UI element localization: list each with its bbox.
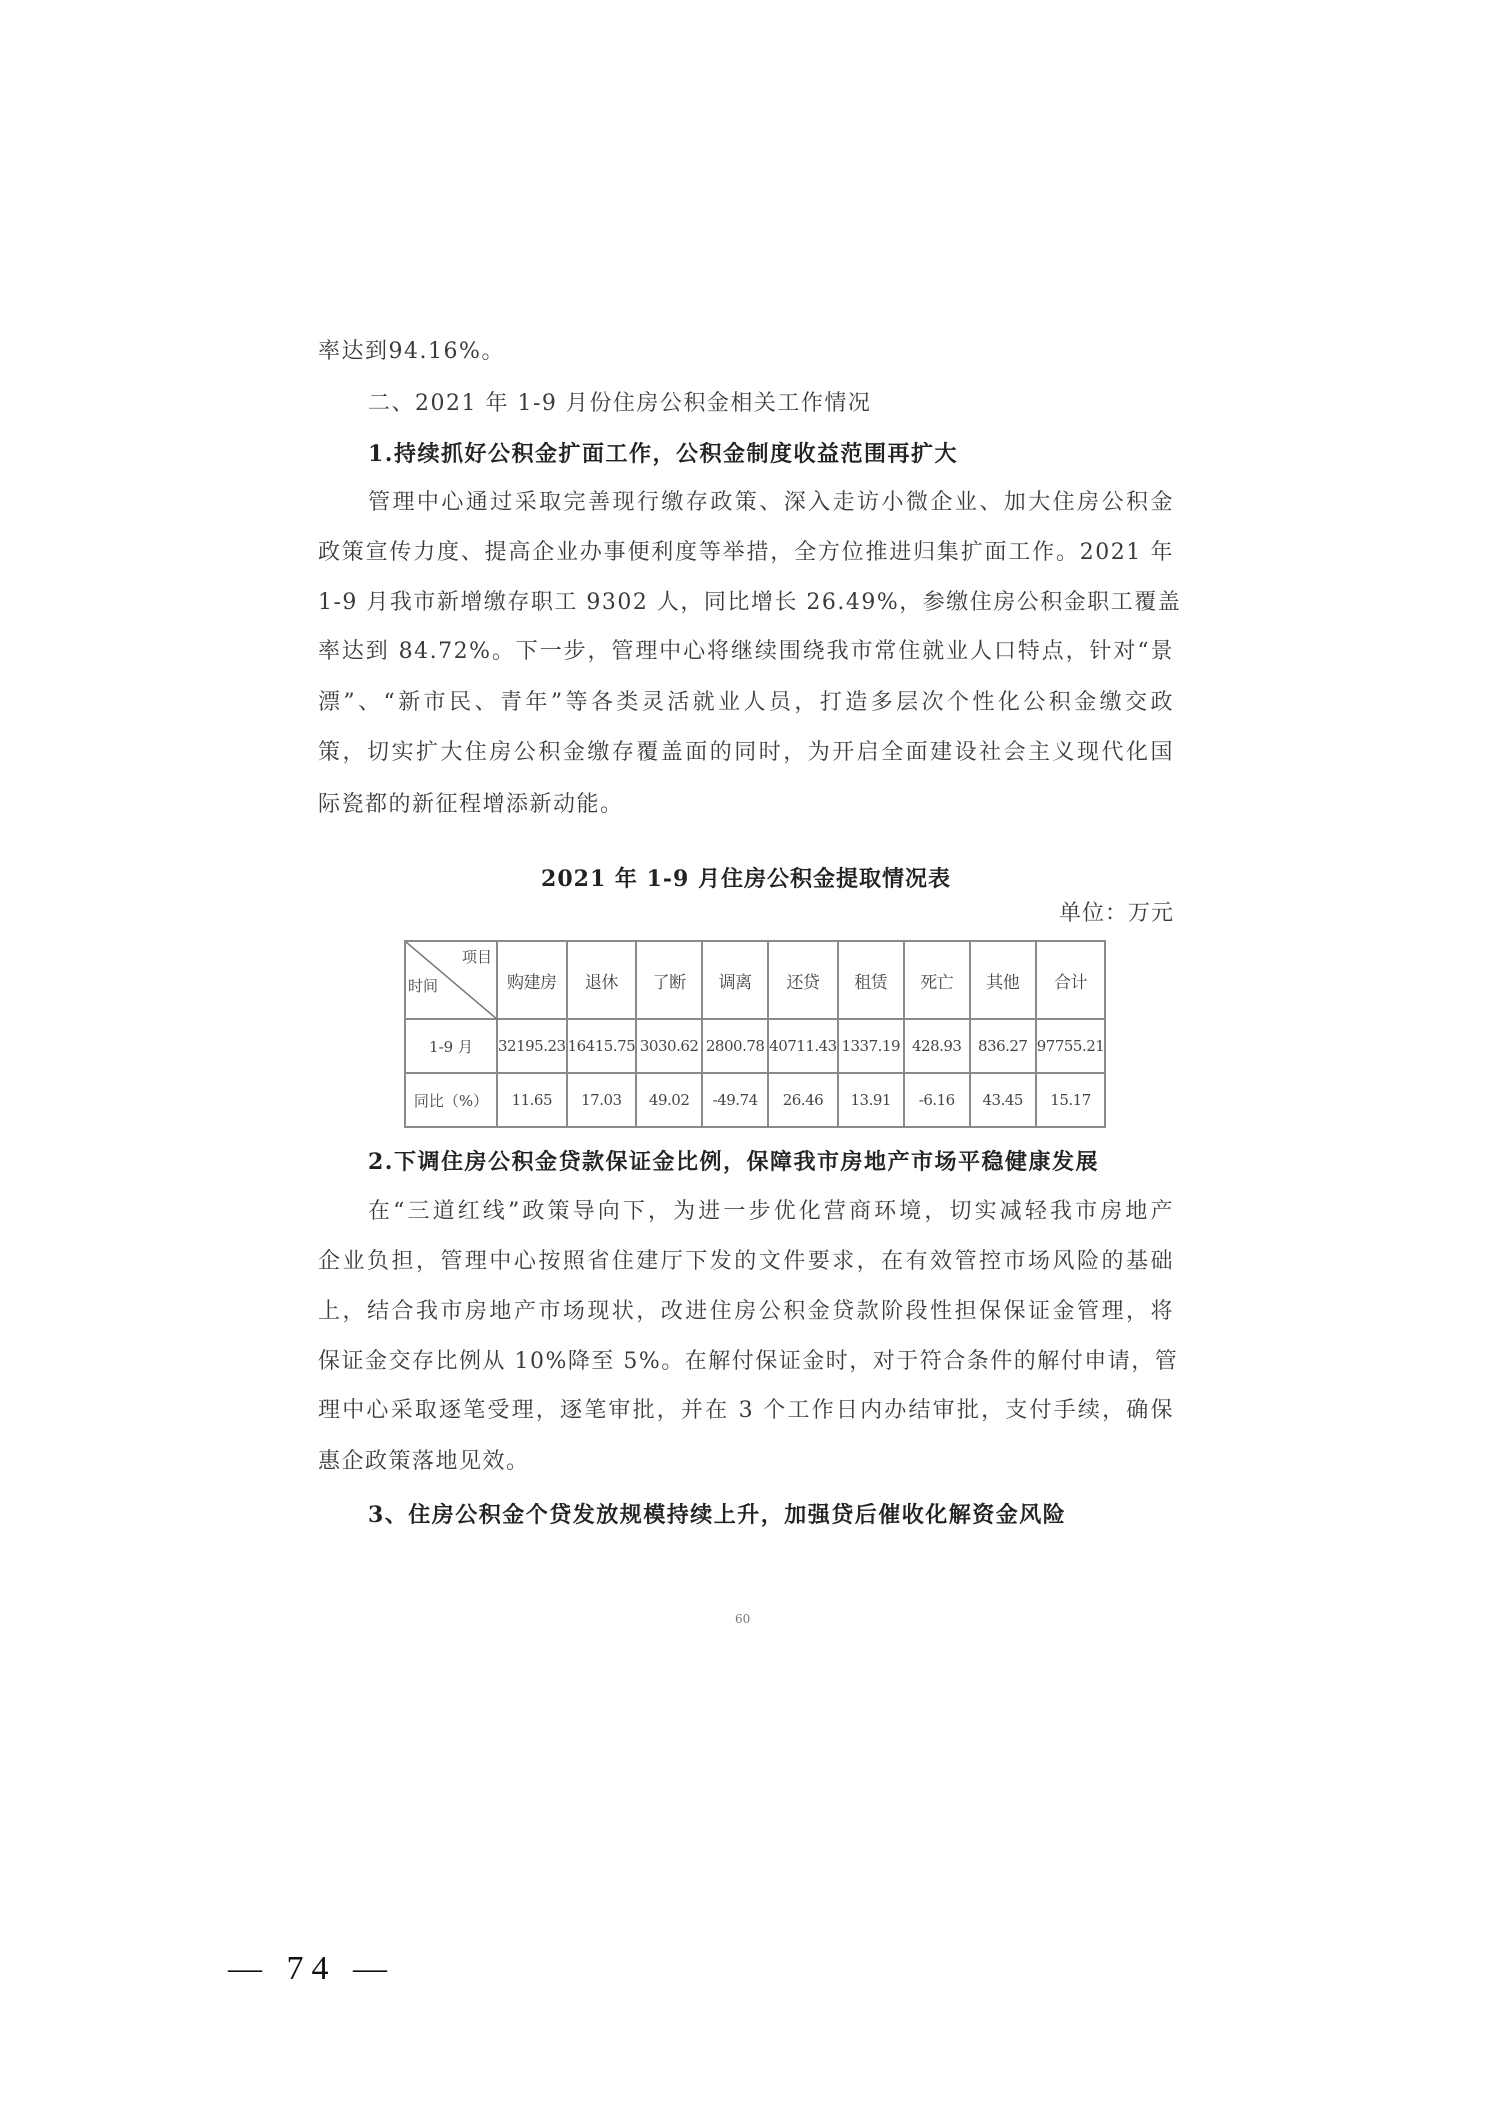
- withdrawal-table: [404, 940, 1106, 1128]
- table-header-row: [405, 941, 1105, 1019]
- inner-page-number: 60: [735, 1612, 751, 1626]
- table-row: [405, 1073, 1105, 1127]
- paragraph-line: 上，结合我市房地产市场现状，改进住房公积金贷款阶段性担保保证金管理，将: [318, 1299, 1174, 1324]
- corner-label-item: 项目: [461, 948, 492, 966]
- table-cell: 49.02: [636, 1073, 702, 1127]
- section-heading: 二、2021 年 1-9 月份住房公积金相关工作情况: [368, 391, 872, 416]
- paragraph-line: 在“三道红线”政策导向下，为进一步优化营商环境，切实减轻我市房地产: [368, 1199, 1174, 1224]
- paragraph-line: 保证金交存比例从 10%降至 5%。在解付保证金时，对于符合条件的解付申请，管: [318, 1349, 1179, 1374]
- column-header: 购建房: [497, 941, 567, 1019]
- paragraph-line: 策，切实扩大住房公积金缴存覆盖面的同时，为开启全面建设社会主义现代化国: [318, 740, 1174, 765]
- column-header: 合计: [1036, 941, 1106, 1019]
- table-cell: 16415.75: [567, 1019, 637, 1073]
- paragraph-line: 1-9 月我市新增缴存职工 9302 人，同比增长 26.49%，参缴住房公积金职工覆盖: [318, 590, 1182, 615]
- row-label: 同比（%）: [405, 1073, 497, 1127]
- paragraph-line: 理中心采取逐笔受理，逐笔审批，并在 3 个工作日内办结审批，支付手续，确保: [318, 1398, 1174, 1423]
- table-cell: 43.45: [970, 1073, 1036, 1127]
- subsection-heading-2: 2.下调住房公积金贷款保证金比例，保障我市房地产市场平稳健康发展: [368, 1149, 1099, 1175]
- table-cell: 17.03: [567, 1073, 637, 1127]
- column-header: 其他: [970, 941, 1036, 1019]
- table-cell: 11.65: [497, 1073, 567, 1127]
- table-cell: 40711.43: [768, 1019, 838, 1073]
- table-row: [405, 1019, 1105, 1073]
- subsection-heading-1: 1.持续抓好公积金扩面工作，公积金制度收益范围再扩大: [368, 441, 958, 467]
- column-header: 了断: [636, 941, 702, 1019]
- table-cell: 13.91: [838, 1073, 904, 1127]
- table-cell: 15.17: [1036, 1073, 1106, 1127]
- column-header: 死亡: [904, 941, 970, 1019]
- table-cell: -49.74: [702, 1073, 768, 1127]
- table-caption: 2021 年 1-9 月住房公积金提取情况表: [541, 866, 951, 892]
- table-cell: 836.27: [970, 1019, 1036, 1073]
- paragraph-line: 际瓷都的新征程增添新动能。: [318, 792, 624, 817]
- table-cell: 97755.21: [1036, 1019, 1106, 1073]
- table-cell: 1337.19: [838, 1019, 904, 1073]
- text-line: 率达到94.16%。: [318, 339, 505, 364]
- table-cell: 428.93: [904, 1019, 970, 1073]
- table-unit: 单位：万元: [1058, 901, 1174, 926]
- column-header: 还贷: [768, 941, 838, 1019]
- table-cell: -6.16: [904, 1073, 970, 1127]
- paragraph-line: 漂”、“新市民、青年”等各类灵活就业人员，打造多层次个性化公积金缴交政: [318, 690, 1174, 715]
- paragraph-line: 企业负担，管理中心按照省住建厅下发的文件要求，在有效管控市场风险的基础: [318, 1249, 1174, 1274]
- footer-page-number: — 74 —: [228, 1950, 395, 1987]
- table-cell: 2800.78: [702, 1019, 768, 1073]
- column-header: 租赁: [838, 941, 904, 1019]
- row-label: 1-9 月: [405, 1019, 497, 1073]
- column-header: 退休: [567, 941, 637, 1019]
- subsection-heading-3: 3、住房公积金个贷发放规模持续上升，加强贷后催收化解资金风险: [368, 1502, 1067, 1528]
- table-cell: 3030.62: [636, 1019, 702, 1073]
- corner-label-time: 时间: [408, 977, 439, 995]
- paragraph-line: 政策宣传力度、提高企业办事便利度等举措，全方位推进归集扩面工作。2021 年: [318, 540, 1174, 565]
- paragraph-line: 管理中心通过采取完善现行缴存政策、深入走访小微企业、加大住房公积金: [368, 490, 1174, 515]
- table-corner-cell: [405, 941, 497, 1019]
- paragraph-line: 惠企政策落地见效。: [318, 1449, 530, 1474]
- paragraph-line: 率达到 84.72%。下一步，管理中心将继续围绕我市常住就业人口特点，针对“景: [318, 639, 1174, 664]
- table-cell: 32195.23: [497, 1019, 567, 1073]
- table-cell: 26.46: [768, 1073, 838, 1127]
- column-header: 调离: [702, 941, 768, 1019]
